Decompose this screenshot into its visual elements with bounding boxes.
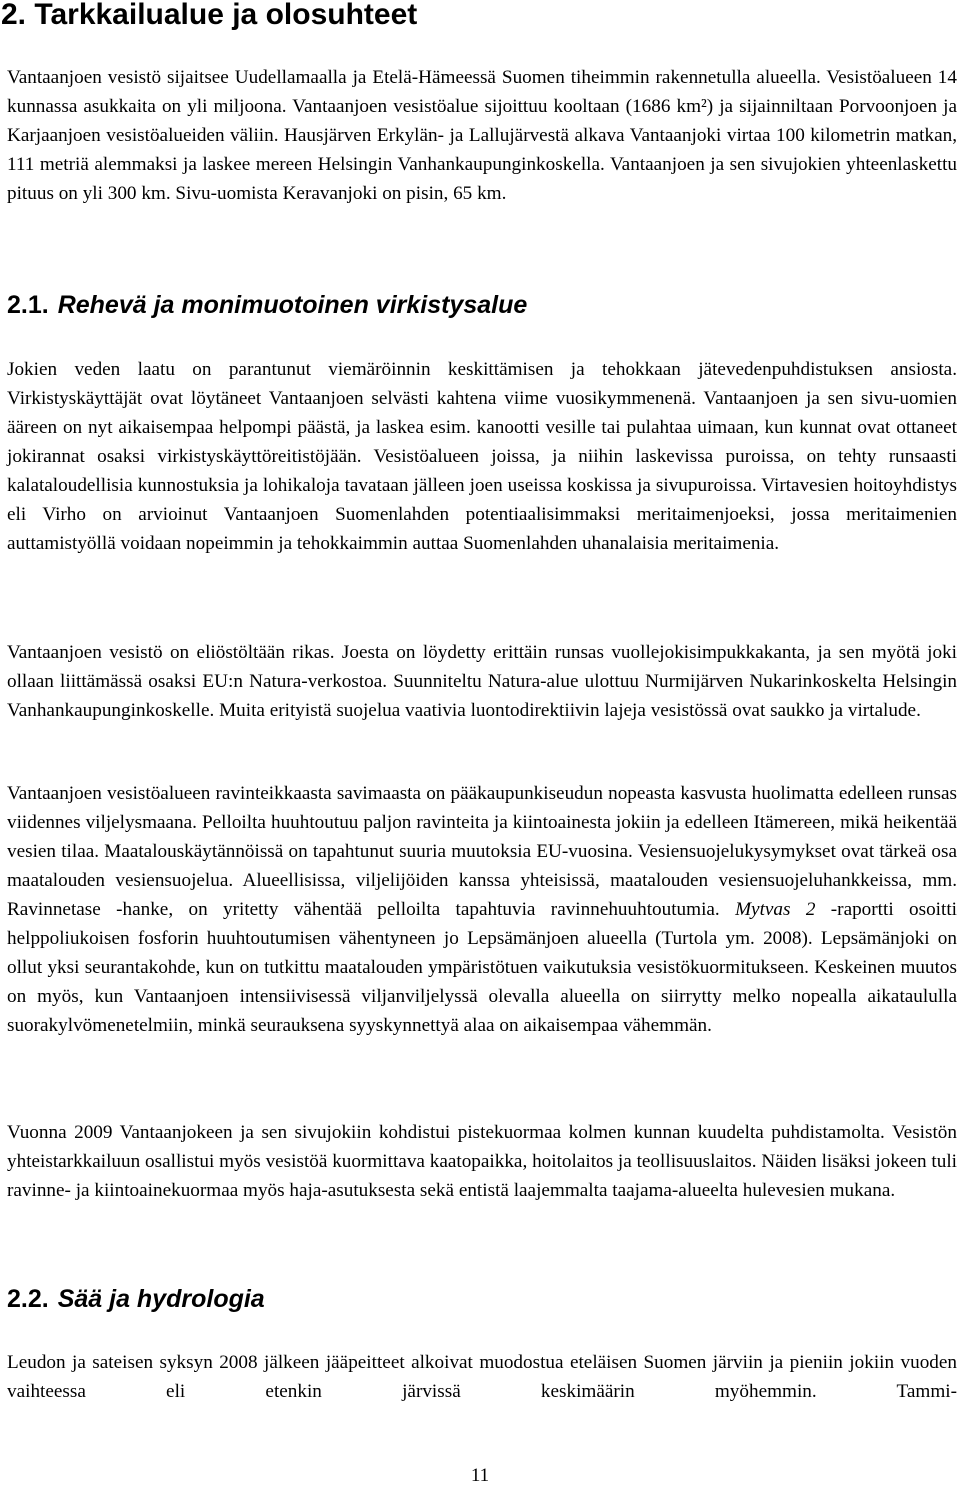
chapter-heading: 2. Tarkkailualue ja olosuhteet [1,0,418,31]
section-title: Sää ja hydrologia [57,1285,265,1313]
section-heading-2-2 [7,1284,265,1314]
paragraph-agriculture [7,779,957,1040]
section-heading-2-1 [7,290,527,320]
paragraph-weather: Leudon ja sateisen syksyn 2008 jälkeen jääpeitteet alkoivat muodostua eteläisen Suomen järviin ja pieniin jokiin vuoden vaihteessa eli etenkin järvissä keskimäärin myöhemmin. Tammi- [7,1352,957,1402]
paragraph-text: -raportti osoitti helppoliukoisen fosforin huuhtoutumisen vähentyneen jo Lepsämänjoen alueella (Turtola ym. 2008). Lepsämänjoki on ollut yksi seurantakohde, kun on tutkittu maatalouden ympäristötuen vaikutuksia vesistökuormitukseen. Keskeinen muutos on myös, kun Vantaanjoen intensiivisessä viljanviljelyssä olevalla alueella on siirrytty melko nopealla aikataululla suorakylvömenetelmiin, minkä seurauksena syyskynnettyä alaa on aikaisempaa vähemmän. [7,899,957,1036]
paragraph-recreation: Jokien veden laatu on parantunut viemäröinnin keskittämisen ja tehokkaan jätevedenpuhdistuksen ansiosta. Virkistyskäyttäjät ovat löytäneet Vantaanjoen selvästi kahtena viime vuosikymmenenä. Vantaanjoen ja sen sivu-uomien ääreen on nyt aikaisempaa helpompi päästä, ja laskea esim. kanootti vesille tai pulahtaa uimaan, kun kunnat ovat ottaneet jokirannat osaksi virkistyskäyttöreitistöjään. Vesistöalueen joissa, ja niihin laskevissa puroissa, on tehty runsaasti kalataloudellisia kunnostuksia ja lohikaloja tavataan jälleen joen useissa koskissa ja sivupuroissa. Virtavesien hoitoyhdistys eli Virho on arvioinut Vantaanjoen Suomenlahden potentiaalisimmaksi meritaimenjoeksi, jossa meritaimenien auttamistyöllä voidaan nopeimmin ja tehokkaimmin auttaa Suomenlahden uhanalaisia meritaimenia. [7,359,957,554]
section-title: Rehevä ja monimuotoinen virkistysalue [57,291,528,319]
paragraph-point-load: Vuonna 2009 Vantaanjokeen ja sen sivujokiin kohdistui pistekuormaa kolmen kunnan kuudelta puhdistamolta. Vesistön yhteistarkkailuun osallistui myös vesistöä kuormittava kaatopaikka, hoitolaitos ja teollisuuslaitos. Näiden lisäksi jokeen tuli ravinne- ja kiintoainekuormaa myös haja-asutuksesta sekä entistä laajemmalta taajama-alueelta hulevesien mukana. [7,1122,957,1201]
paragraph-biodiversity: Vantaanjoen vesistö on eliöstöltään rikas. Joesta on löydetty erittäin runsas vuollejokisimpukkakanta, ja sen myötä joki ollaan liittämässä osaksi EU:n Natura-verkostoa. Suunniteltu Natura-alue ulottuu Nurmijärven Nukarinkoskelta Helsingin Vanhankaupunginkoskelle. Muita erityistä suojelua vaativia luontodirektiivin lajeja vesistössä ovat saukko ja virtalude. [7,642,957,721]
report-name: Mytvas 2 [735,899,816,920]
section-number: 2.1. [7,291,49,319]
paragraph-intro: Vantaanjoen vesistö sijaitsee Uudellamaalla ja Etelä-Hämeessä Suomen tiheimmin rakennetulla alueella. Vesistöalueen 14 kunnassa asukkaita on yli miljoona. Vantaanjoen vesistöalue sijoittuu kooltaan (1686 km²) ja sijainniltaan Porvoonjoen ja Karjaanjoen vesistöalueiden väliin. Hausjärven Erkylän- ja Lallujärvestä alkava Vantaanjoki virtaa 100 kilometrin matkan, 111 metriä alemmaksi ja laskee mereen Helsingin Vanhankaupunginkoskella. Vantaanjoen ja sen sivujokien yhteenlaskettu pituus on yli 300 km. Sivu-uomista Keravanjoki on pisin, 65 km. [7,67,957,204]
paragraph-text: Vantaanjoen vesistöalueen ravinteikkaasta savimaasta on pääkaupunkiseudun nopeasta kasvusta huolimatta edelleen runsas viidennes viljelysmaana. Pelloilta huuhtoutuu paljon ravinteita ja kiintoainesta jokiin ja edelleen Itämereen, mikä heikentää vesien tilaa. Maatalouskäytännöissä on tapahtunut suuria muutoksia EU-vuosina. Vesiensuojelukysymykset ovat tärkeä osa maatalouden vesiensuojelua. Alueellisissa, viljelijöiden kanssa yhteisissä, maatalouden vesiensuojeluhankkeissa, mm. Ravinnetase -hanke, on yritetty vähentää pelloilta tapahtuvia ravinnehuuhtoutumia. [7,783,957,920]
page-number: 11 [470,1465,490,1486]
section-number: 2.2. [7,1285,49,1313]
